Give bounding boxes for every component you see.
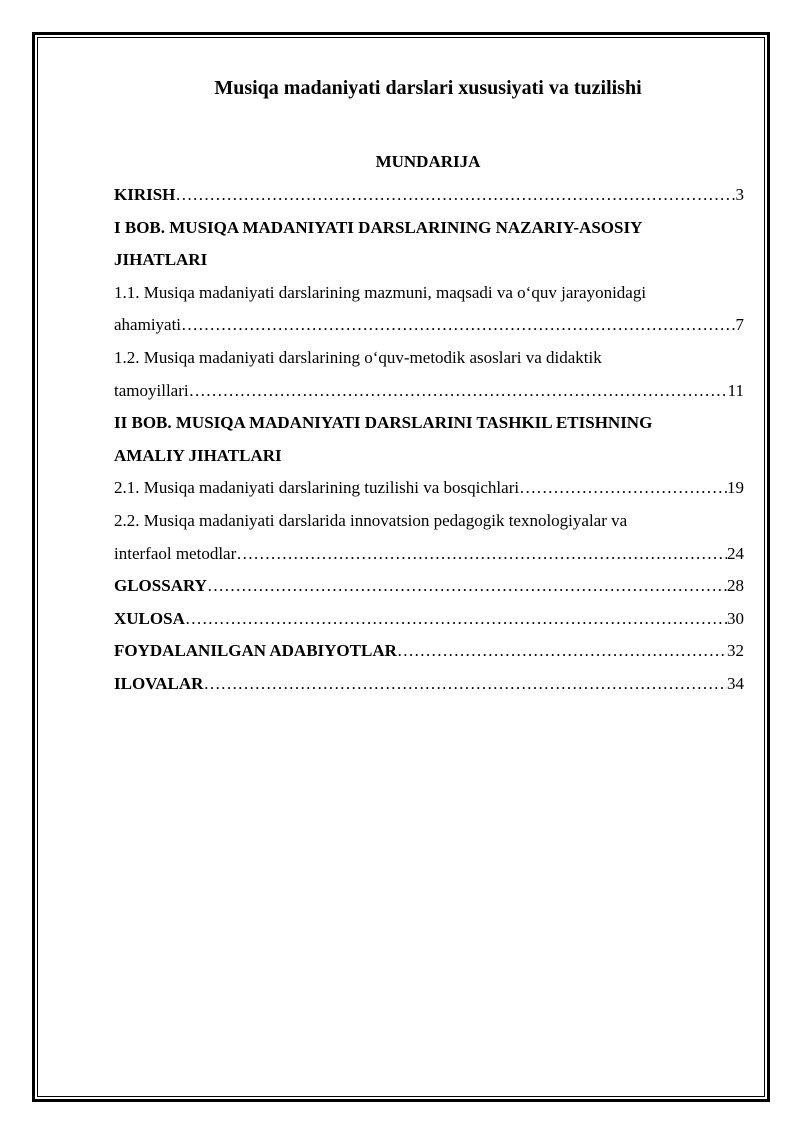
dot-leader — [519, 472, 727, 505]
toc-entry-title: tamoyillari — [114, 380, 189, 400]
dot-leader — [189, 375, 728, 408]
toc-entry-title: XULOSA — [114, 608, 185, 628]
document-title: Musiqa madaniyati darslari xususiyati va tuzilishi — [214, 77, 642, 99]
toc-entry-kirish[interactable] — [114, 179, 744, 212]
toc-entry-xulosa[interactable] — [114, 603, 744, 636]
table-of-contents — [114, 179, 744, 701]
toc-page-number: 7 — [735, 315, 744, 335]
toc-page-number: 32 — [727, 641, 744, 661]
dot-leader — [203, 668, 727, 701]
toc-chapter-2-line-2[interactable]: AMALIY JIHATLARI — [114, 445, 282, 465]
toc-section-1-1-line-1[interactable]: 1.1. Musiqa madaniyati darslarining mazmuni, maqsadi va o‘quv jarayonidagi — [114, 282, 647, 302]
dot-leader — [207, 570, 727, 603]
toc-page-number: 30 — [727, 608, 744, 628]
toc-page-number: 24 — [727, 543, 744, 563]
toc-heading: MUNDARIJA — [375, 152, 481, 171]
toc-page-number: 19 — [727, 478, 744, 498]
toc-entry-references[interactable] — [114, 635, 744, 668]
toc-chapter-1-line-1[interactable]: I BOB. MUSIQA MADANIYATI DARSLARINING NAZARIY-ASOSIY — [114, 217, 643, 237]
toc-section-2-2-line-1[interactable]: 2.2. Musiqa madaniyati darslarida innovatsion pedagogik texnologiyalar va — [114, 510, 628, 530]
toc-page-number: 34 — [727, 673, 744, 693]
dot-leader — [236, 538, 727, 571]
toc-chapter-1-line-2[interactable]: JIHATLARI — [114, 250, 208, 270]
dot-leader — [181, 309, 735, 342]
toc-chapter-2-line-1[interactable]: II BOB. MUSIQA MADANIYATI DARSLARINI TASHKIL ETISHNING — [114, 413, 653, 433]
toc-entry-title: FOYDALANILGAN ADABIYOTLAR — [114, 641, 397, 661]
toc-entry-appendices[interactable] — [114, 668, 744, 701]
toc-page-number: 3 — [735, 185, 744, 204]
toc-section-2-2[interactable] — [114, 538, 744, 571]
toc-entry-title: ahamiyati — [114, 315, 182, 335]
toc-page-number: 11 — [727, 380, 744, 400]
dot-leader — [175, 179, 735, 212]
toc-entry-title: ILOVALAR — [114, 673, 204, 693]
toc-entry-title: KIRISH — [114, 185, 176, 204]
toc-section-2-1[interactable] — [114, 472, 744, 505]
toc-section-1-1[interactable] — [114, 309, 744, 342]
toc-entry-glossary[interactable] — [114, 570, 744, 603]
toc-entry-title: 2.1. Musiqa madaniyati darslarining tuzilishi va bosqichlari — [114, 478, 520, 498]
toc-section-1-2[interactable] — [114, 375, 744, 408]
dot-leader — [397, 635, 727, 668]
dot-leader — [185, 603, 727, 636]
toc-page-number: 28 — [727, 576, 744, 596]
toc-section-1-2-line-1[interactable]: 1.2. Musiqa madaniyati darslarining o‘quv-metodik asoslari va didaktik — [114, 347, 602, 367]
toc-entry-title: interfaol metodlar — [114, 543, 237, 563]
toc-entry-title: GLOSSARY — [114, 576, 207, 596]
